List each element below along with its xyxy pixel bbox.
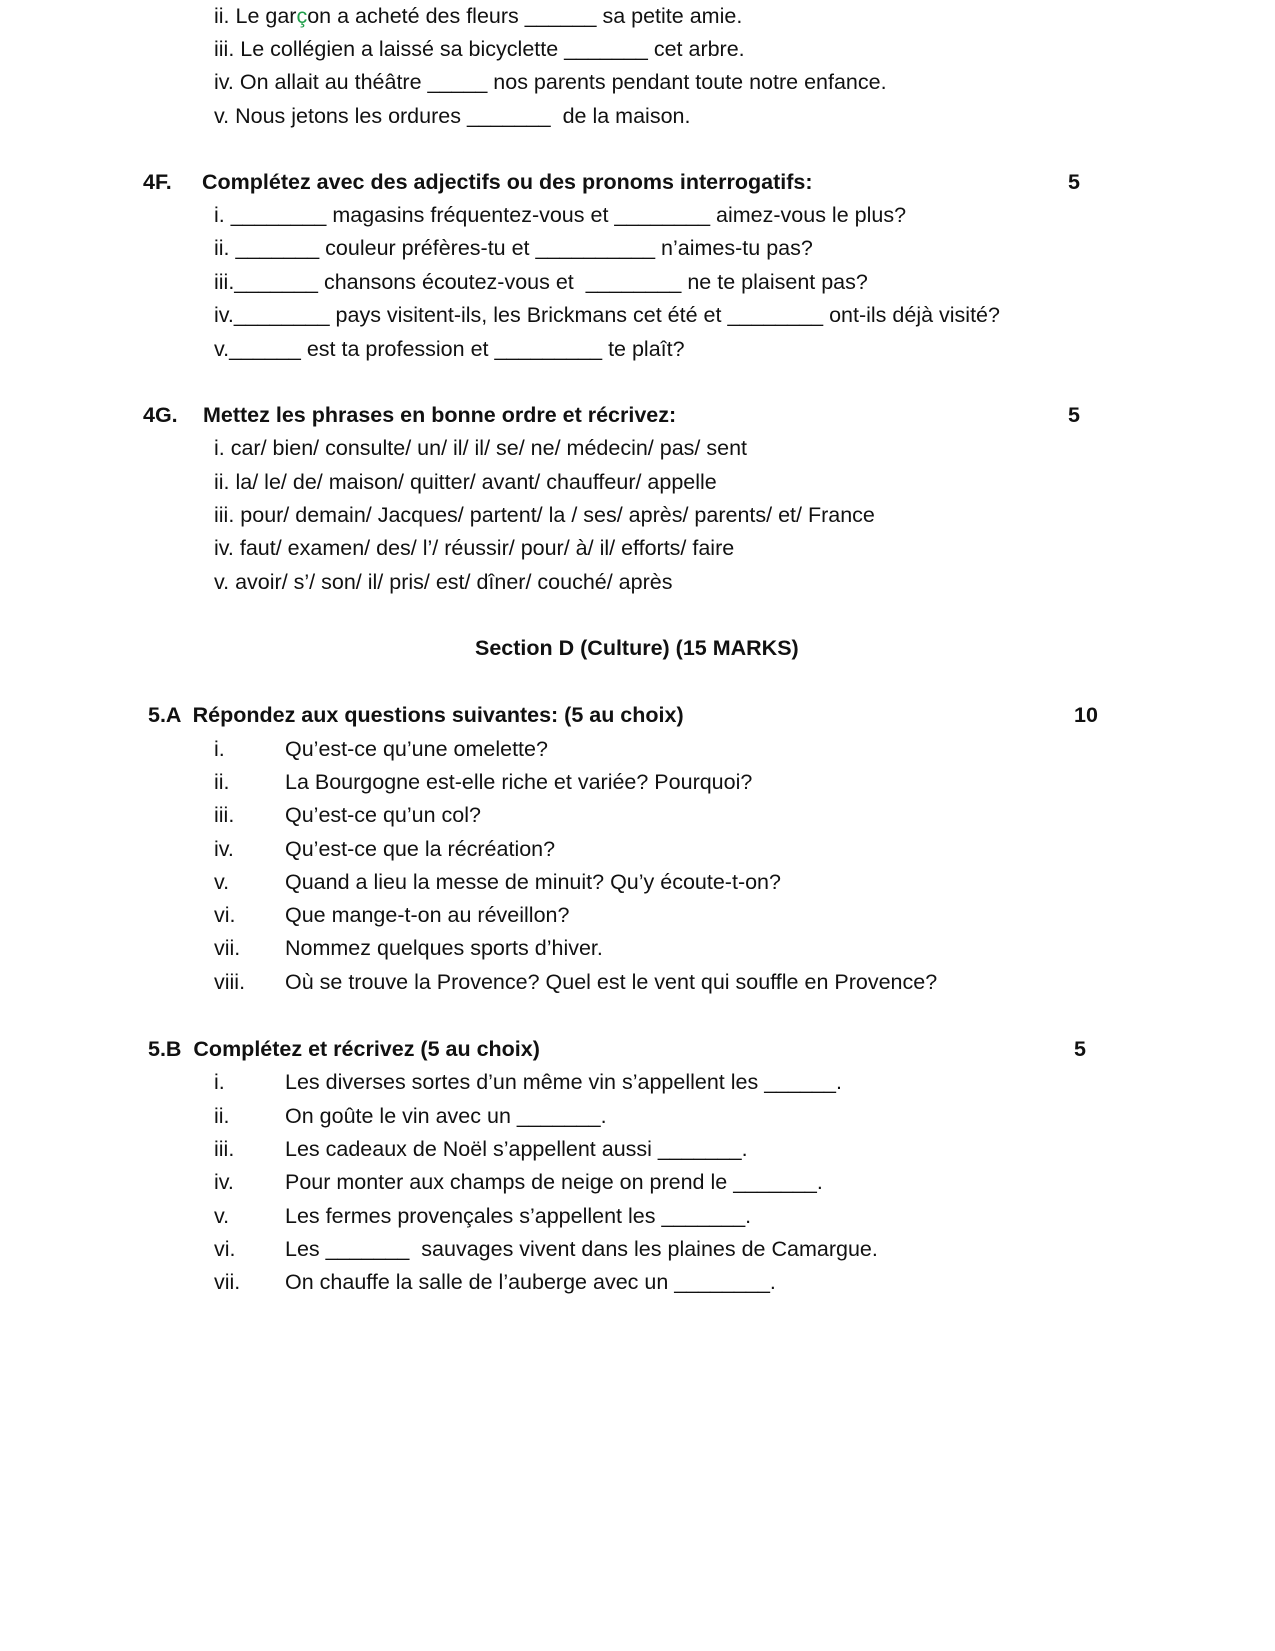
question-item: La Bourgogne est-elle riche et variée? Pourquoi? <box>285 770 753 794</box>
highlighted-cedilla: ç <box>296 4 308 28</box>
sentence-item: iii. Le collégien a laissé sa bicyclette _______ cet arbre. <box>214 37 745 61</box>
fill-blank-item: Les diverses sortes d’un même vin s’appellent les ______. <box>285 1070 842 1094</box>
item-numeral: ii. <box>214 1104 230 1128</box>
fill-blank-item: Les _______ sauvages vivent dans les plaines de Camargue. <box>285 1237 878 1261</box>
sentence-text-end: on a acheté des fleurs ______ sa petite amie. <box>307 4 743 28</box>
question-number: 4F. <box>143 170 172 194</box>
question-item: Quand a lieu la messe de minuit? Qu’y écoute-t-on? <box>285 870 781 894</box>
question-item: Nommez quelques sports d’hiver. <box>285 936 603 960</box>
question-title: 5.B Complétez et récrivez (5 au choix) <box>148 1037 540 1061</box>
item-numeral: viii. <box>214 970 246 994</box>
fill-blank-item: iv.________ pays visitent-ils, les Brickmans cet été et ________ ont-ils déjà visité? <box>214 303 1000 327</box>
fill-blank-item: ii. _______ couleur préfères-tu et __________ n’aimes-tu pas? <box>214 236 813 260</box>
fill-blank-item: iii._______ chansons écoutez-vous et ________ ne te plaisent pas? <box>214 270 868 294</box>
sentence-text-start: ii. Le gar <box>214 4 297 28</box>
reorder-item: iii. pour/ demain/ Jacques/ partent/ la / ses/ après/ parents/ et/ France <box>214 503 875 527</box>
fill-blank-item: Les cadeaux de Noël s’appellent aussi _______. <box>285 1137 748 1161</box>
item-numeral: vi. <box>214 903 236 927</box>
item-numeral: i. <box>214 1070 225 1094</box>
item-numeral: i. <box>214 737 225 761</box>
fill-blank-item: v.______ est ta profession et _________ te plaît? <box>214 337 685 361</box>
sentence-item <box>214 3 742 29</box>
sentence-item: iv. On allait au théâtre _____ nos parents pendant toute notre enfance. <box>214 70 887 94</box>
question-marks: 10 <box>1074 703 1098 727</box>
reorder-item: v. avoir/ s’/ son/ il/ pris/ est/ dîner/ couché/ après <box>214 570 673 594</box>
question-marks: 5 <box>1068 403 1080 427</box>
reorder-item: iv. faut/ examen/ des/ l’/ réussir/ pour/ à/ il/ efforts/ faire <box>214 536 735 560</box>
item-numeral: v. <box>214 870 230 894</box>
item-numeral: vi. <box>214 1237 236 1261</box>
fill-blank-item: Pour monter aux champs de neige on prend le _______. <box>285 1170 823 1194</box>
item-numeral: iii. <box>214 1137 235 1161</box>
item-numeral: v. <box>214 1204 230 1228</box>
reorder-item: i. car/ bien/ consulte/ un/ il/ il/ se/ ne/ médecin/ pas/ sent <box>214 436 747 460</box>
item-numeral: iv. <box>214 1170 234 1194</box>
item-numeral: ii. <box>214 770 230 794</box>
fill-blank-item: i. ________ magasins fréquentez-vous et ________ aimez-vous le plus? <box>214 203 907 227</box>
item-numeral: vii. <box>214 936 241 960</box>
fill-blank-item: On chauffe la salle de l’auberge avec un ________. <box>285 1270 776 1294</box>
question-item: Qu’est-ce qu’un col? <box>285 803 481 827</box>
fill-blank-item: On goûte le vin avec un _______. <box>285 1104 607 1128</box>
question-number: 4G. <box>143 403 178 427</box>
item-numeral: vii. <box>214 1270 241 1294</box>
fill-blank-item: Les fermes provençales s’appellent les _______. <box>285 1204 752 1228</box>
sentence-item: v. Nous jetons les ordures _______ de la maison. <box>214 104 691 128</box>
item-numeral: iii. <box>214 803 235 827</box>
question-item: Qu’est-ce qu’une omelette? <box>285 737 548 761</box>
question-item: Où se trouve la Provence? Quel est le vent qui souffle en Provence? <box>285 970 938 994</box>
item-numeral: iv. <box>214 837 234 861</box>
question-item: Que mange-t-on au réveillon? <box>285 903 570 927</box>
question-marks: 5 <box>1068 170 1080 194</box>
question-title: Complétez avec des adjectifs ou des pronoms interrogatifs: <box>202 170 813 194</box>
reorder-item: ii. la/ le/ de/ maison/ quitter/ avant/ chauffeur/ appelle <box>214 470 717 494</box>
question-title: 5.A Répondez aux questions suivantes: (5 au choix) <box>148 703 684 727</box>
question-marks: 5 <box>1074 1037 1086 1061</box>
question-title: Mettez les phrases en bonne ordre et récrivez: <box>203 403 677 427</box>
section-heading: Section D (Culture) (15 MARKS) <box>475 636 799 660</box>
question-item: Qu’est-ce que la récréation? <box>285 837 556 861</box>
